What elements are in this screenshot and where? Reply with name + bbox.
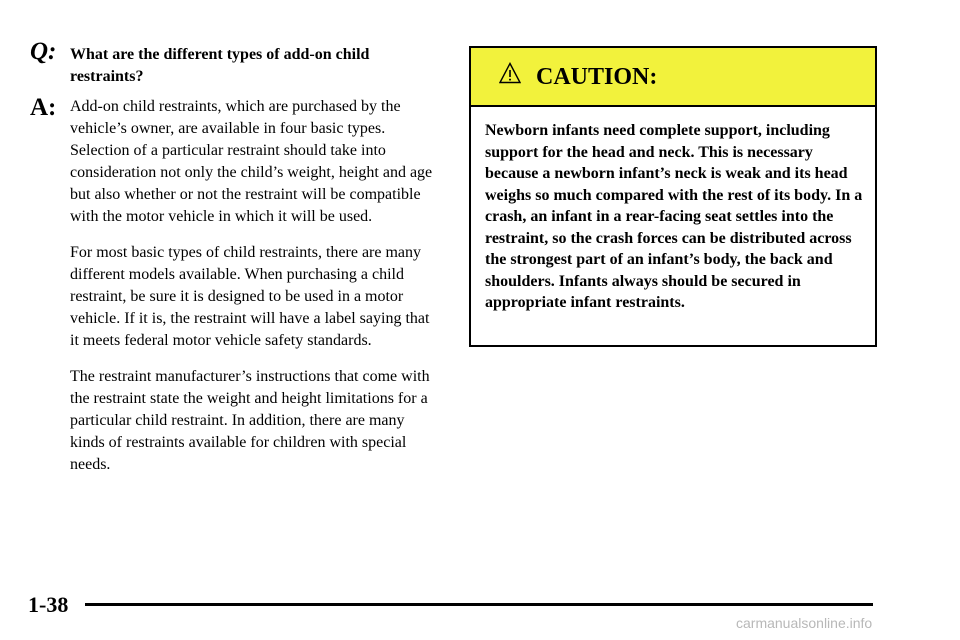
answer-text: [70, 96, 442, 490]
watermark: carmanualsonline.info: [736, 615, 873, 631]
warning-triangle-icon: [499, 62, 521, 84]
answer-marker: A:: [30, 94, 57, 121]
caution-header: [471, 48, 875, 107]
answer-paragraph: The restraint manufacturer’s instructions that come with the restraint state the weight and height limitations for a particular child restraint. In addition, there are many kinds of restraints available for children with special needs.: [70, 368, 430, 473]
answer-paragraph: Add-on child restraints, which are purchased by the vehicle’s owner, are available in four basic types. Selection of a particular restraint should take into consideration not only the child’s weight, height and age but also whether or not the restraint will be compatible with the motor vehicle in which it will be used.: [70, 98, 433, 225]
question-text: What are the different types of add-on child restraints?: [70, 46, 370, 85]
question-marker: Q:: [30, 38, 57, 65]
caution-text: Newborn infants need complete support, including support for the head and neck. This is necessary because a newborn infant’s neck is weak and its head weighs so much compared with the rest of its body. In a crash, an infant in a rear-facing seat settles into the restraint, so the crash forces can be distributed across the strongest part of an infant’s body, the back and shoulders. Infants always should be secured in appropriate infant restraints.: [485, 122, 863, 311]
caution-box: [469, 46, 877, 347]
footer-rule: [85, 603, 873, 606]
page-number: 1-38: [28, 592, 69, 617]
caution-title: CAUTION:: [536, 64, 658, 90]
answer-paragraph: For most basic types of child restraints, there are many different models available. When purchasing a child restraint, be sure it is designed to be used in a motor vehicle. If it is, the restraint will have a label saying that it meets federal motor vehicle safety standards.: [70, 244, 430, 349]
